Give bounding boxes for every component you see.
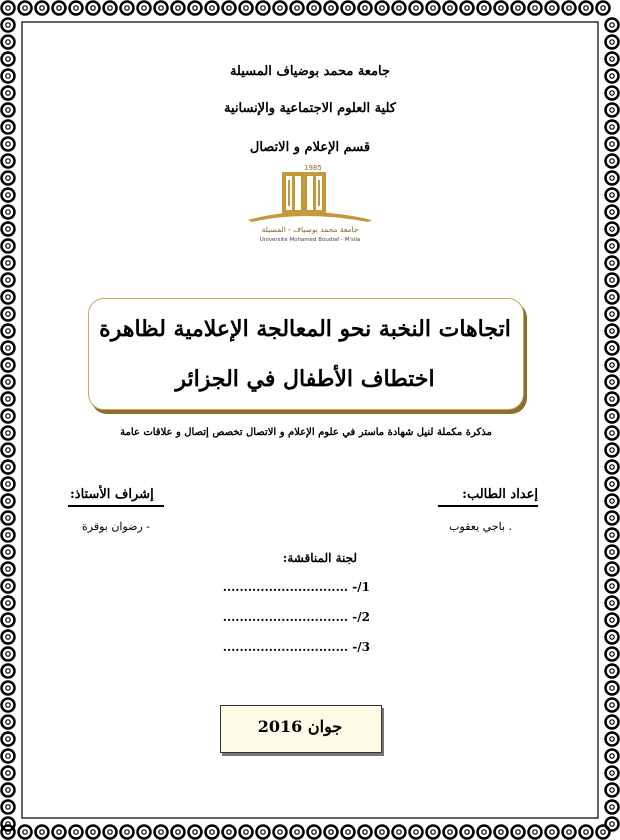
- department-name: قسم الإعلام و الاتصال: [249, 140, 371, 155]
- committee-member-3: 3/- ..............................: [222, 640, 370, 654]
- submission-date: جوان 2016: [257, 717, 343, 736]
- supervisor-label-underline: [68, 505, 164, 507]
- thesis-title-line-2: اختطاف الأطفال في الجزائر: [175, 366, 435, 392]
- student-label: إعداد الطالب:: [462, 487, 538, 502]
- logo-arabic-name: جامعة محمد بوضياف - المسيلة: [261, 225, 359, 234]
- logo-french-name: Université Mohamed Boudiaf - M'sila: [259, 237, 361, 243]
- committee-label: لجنة المناقشة:: [282, 551, 358, 565]
- committee-member-1: 1/- ..............................: [222, 580, 370, 594]
- thesis-subtitle: مذكرة مكملة لنيل شهادة ماستر في علوم الإعلام و الاتصال تخصص إتصال و علاقات عامة: [120, 427, 492, 438]
- logo-year: 1985: [304, 164, 322, 172]
- thesis-title-line-1: اتجاهات النخبة نحو المعالجة الإعلامية لظاهرة: [99, 316, 511, 342]
- supervisor-label: إشراف الأستاذ:: [70, 487, 154, 502]
- thesis-title-frame: [88, 298, 524, 410]
- student-label-underline: [438, 505, 538, 507]
- student-name: . باجي يعقوب: [449, 520, 512, 533]
- university-name: جامعة محمد بوضياف المسيلة: [229, 64, 391, 79]
- supervisor-name: - رضوان بوقرة: [82, 520, 151, 533]
- university-logo: [228, 160, 392, 246]
- faculty-name: كلية العلوم الاجتماعية والإنسانية: [224, 101, 396, 116]
- committee-member-2: 2/- ..............................: [222, 610, 370, 624]
